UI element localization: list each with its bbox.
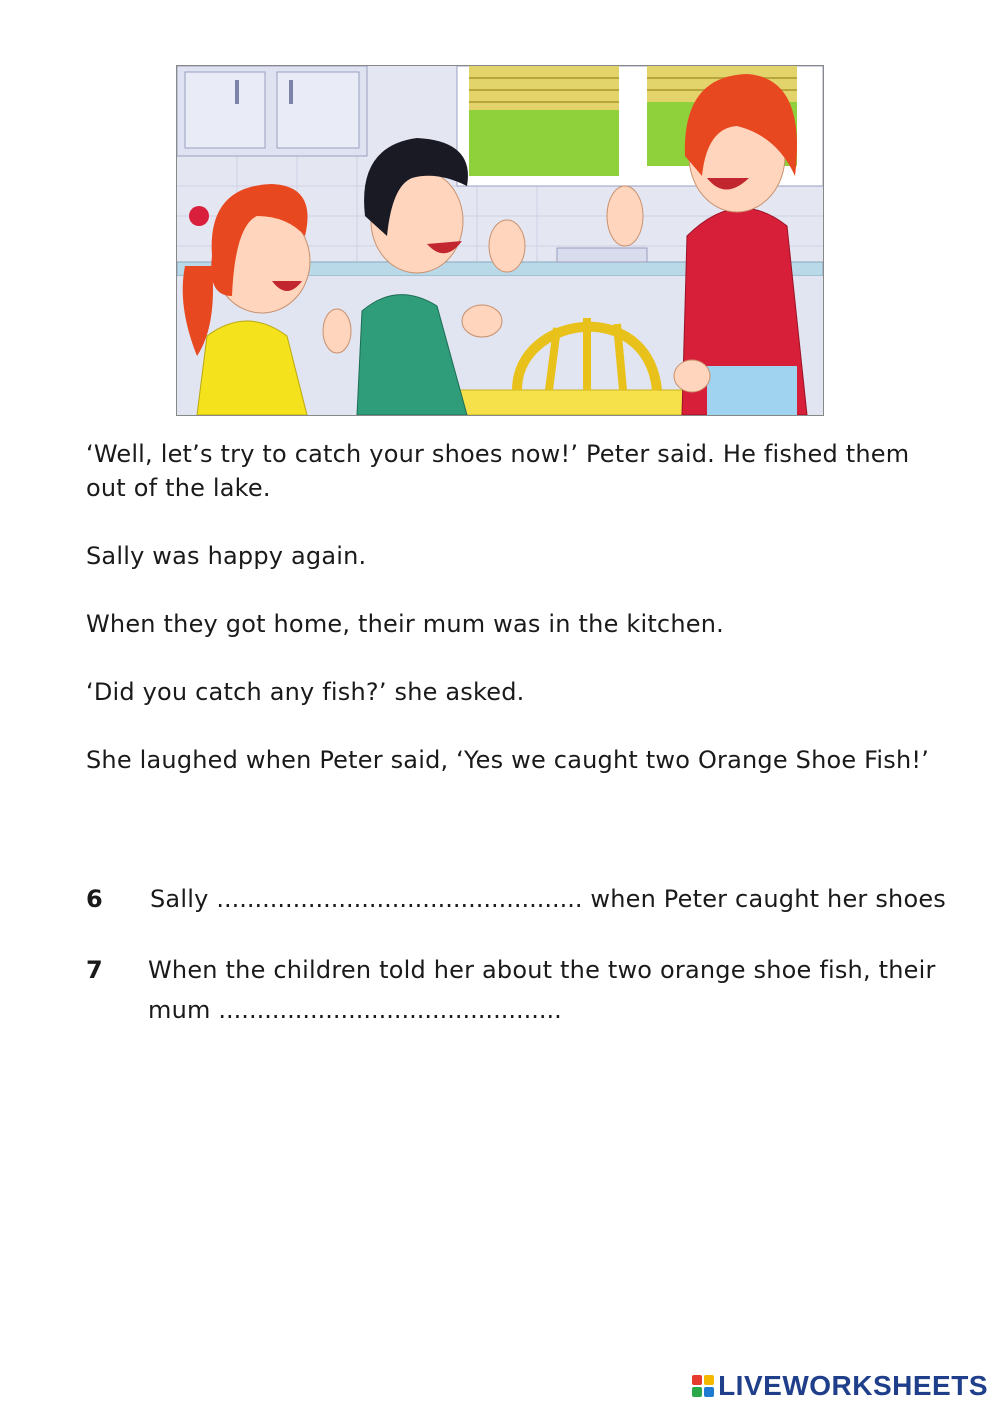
question-number: 7: [86, 956, 103, 984]
story-paragraph: ‘Did you catch any fish?’ she asked.: [86, 678, 525, 706]
question-text-before: When the children told her about the two orange shoe fish, their mum: [148, 956, 936, 1024]
story-paragraph: When they got home, their mum was in the kitchen.: [86, 610, 724, 638]
kitchen-scene-icon: [177, 66, 823, 415]
question-text-before: Sally: [150, 885, 209, 913]
liveworksheets-logo: [692, 1368, 988, 1404]
story-paragraph: ‘Well, let’s try to catch your shoes now!’ Peter said. He fished them out of the lake.: [86, 440, 910, 502]
answer-blank-6[interactable]: ................................................: [216, 885, 583, 913]
kitchen-illustration: [176, 65, 824, 416]
question-text: [148, 950, 968, 1030]
question-text: [150, 879, 960, 919]
logo-mark-icon: [692, 1375, 714, 1397]
question-text-after: when Peter caught her shoes: [590, 885, 946, 913]
question-number: 6: [86, 885, 103, 913]
logo-text: LIVEWORKSHEETS: [718, 1370, 988, 1401]
story-paragraph: Sally was happy again.: [86, 542, 367, 570]
story-paragraph: She laughed when Peter said, ‘Yes we caught two Orange Shoe Fish!’: [86, 746, 930, 774]
story-text: [86, 437, 956, 811]
answer-blank-7[interactable]: .............................................: [218, 996, 562, 1024]
